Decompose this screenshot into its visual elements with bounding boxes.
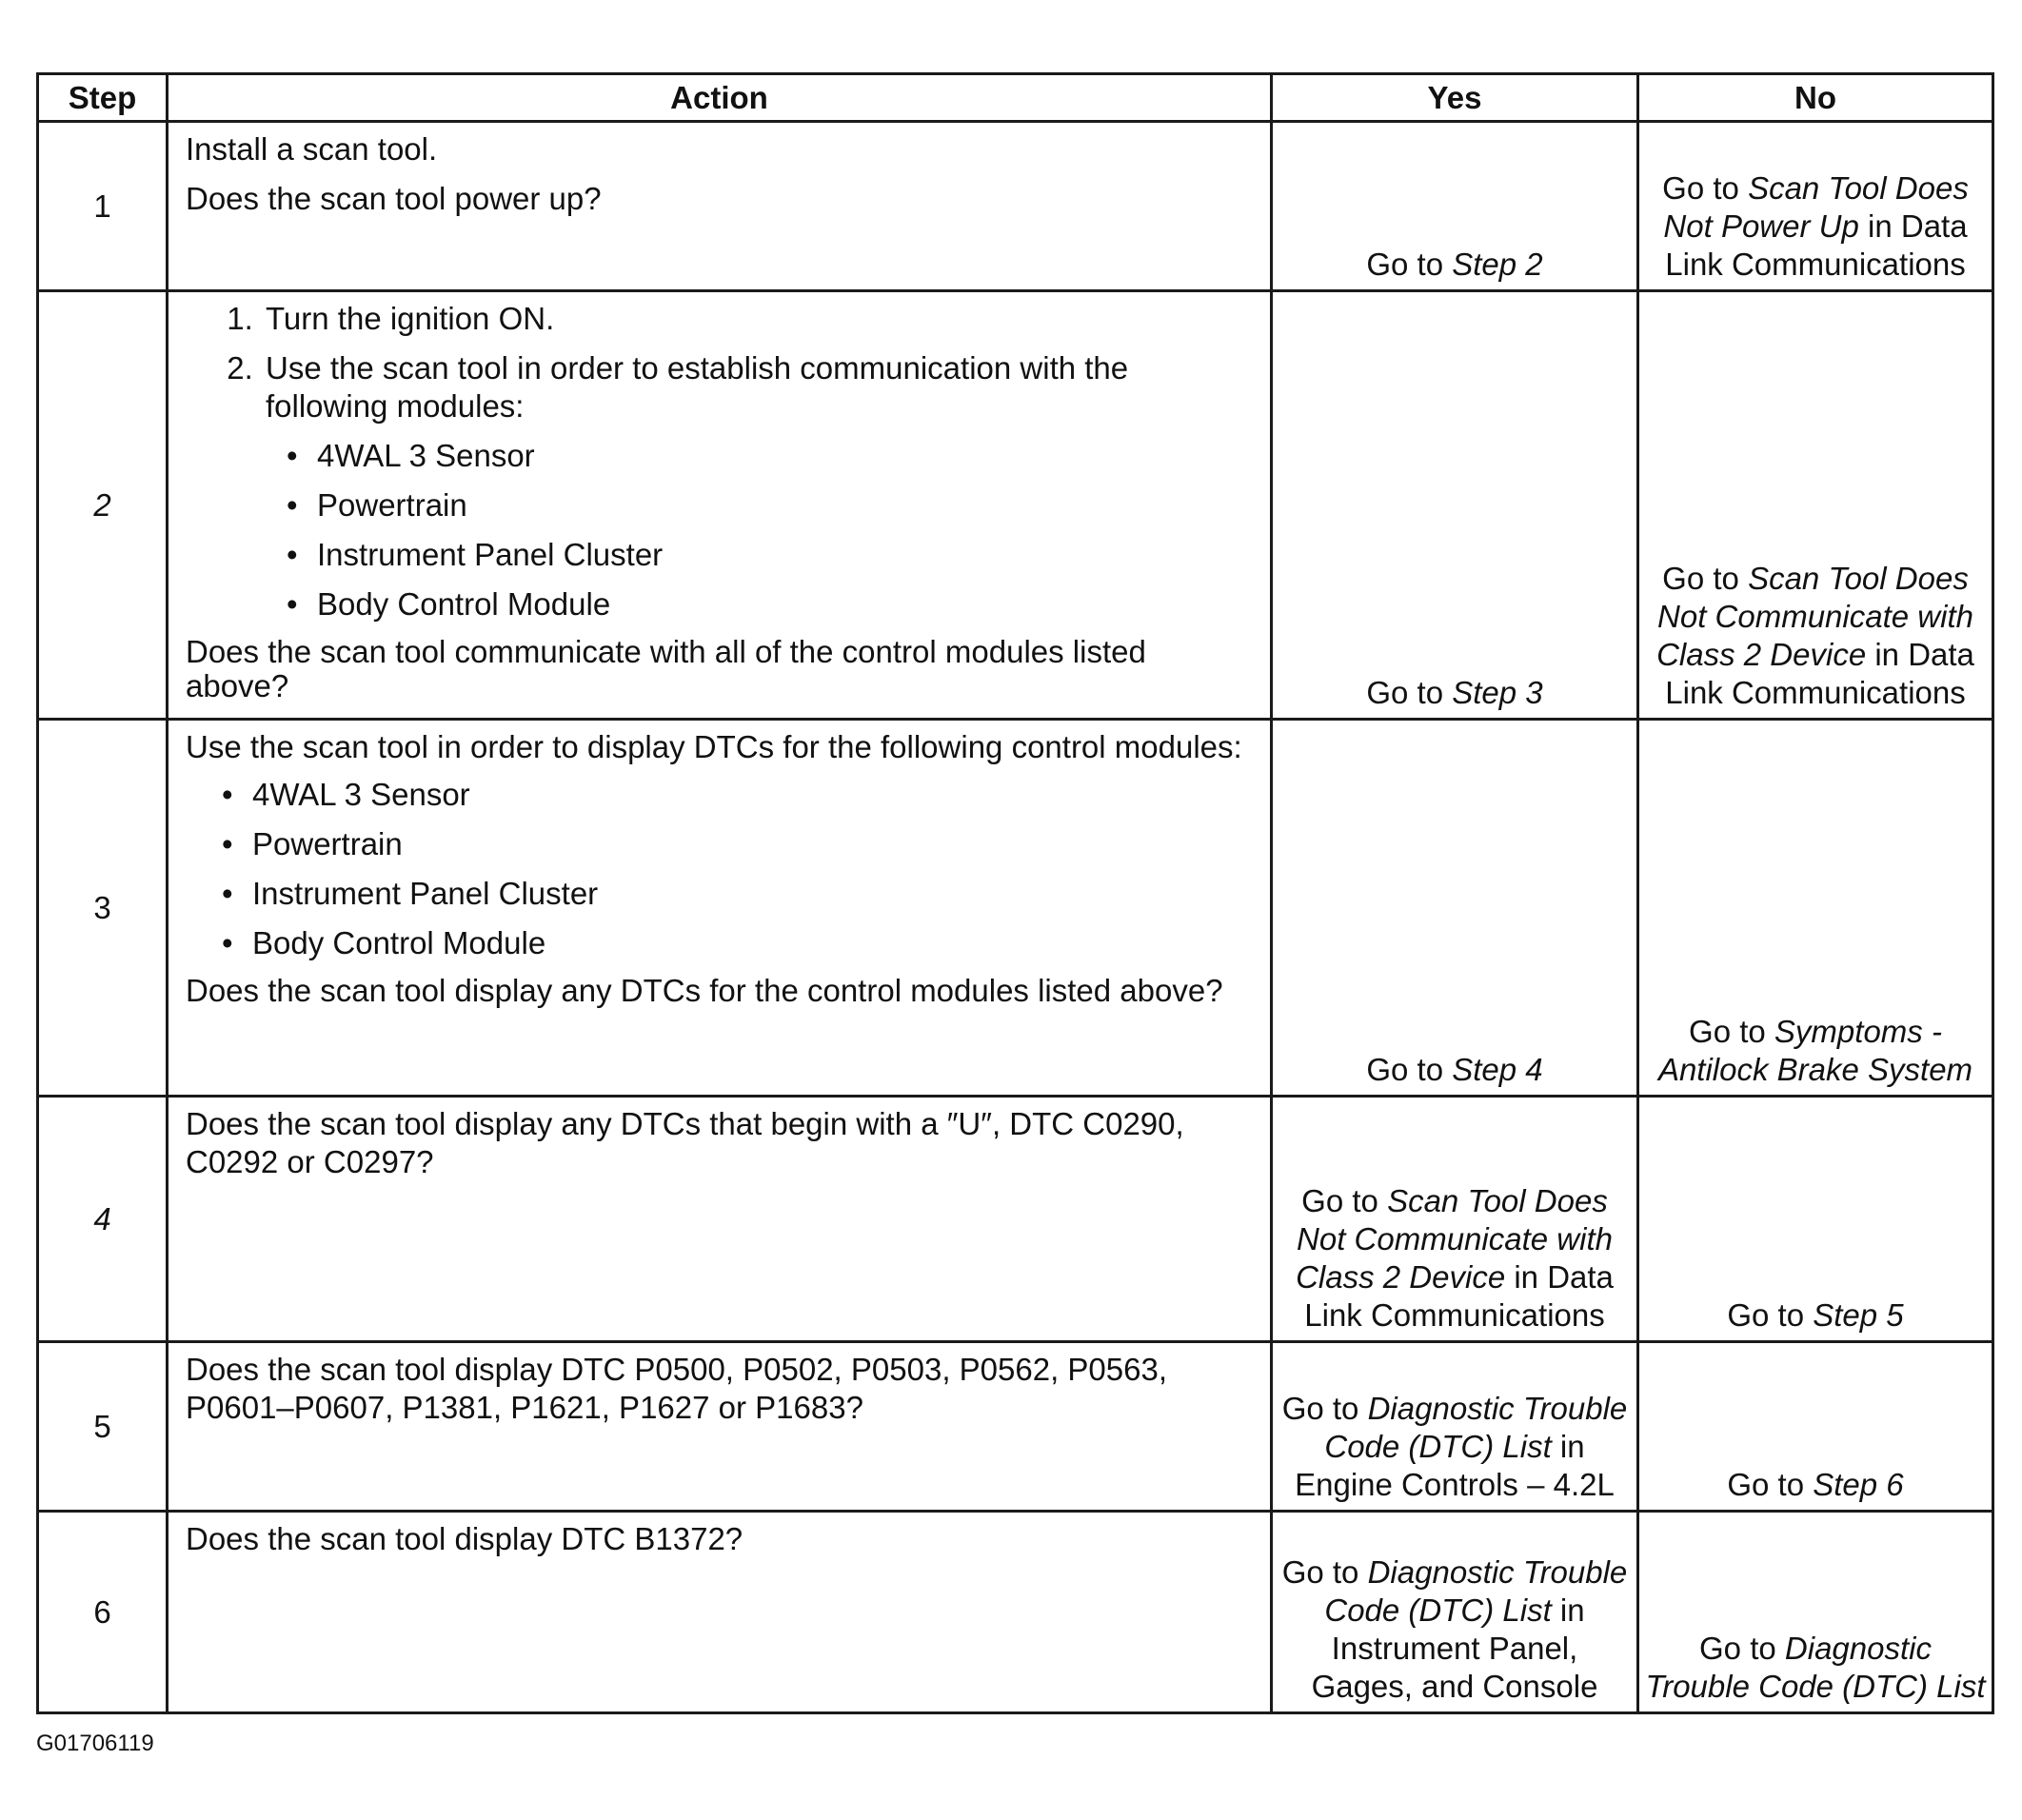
no-text-suffix: in Data Link Communications [1665, 637, 1974, 710]
yes-cell [1272, 291, 1638, 720]
step-number: 5 [38, 1342, 168, 1512]
action-question: Does the scan tool power up? [186, 181, 602, 216]
no-text: Go to [1662, 561, 1749, 596]
action-cell [168, 1342, 1272, 1512]
yes-text: Go to [1366, 247, 1453, 282]
step-number: 2 [38, 291, 168, 720]
yes-text-suffix: in Data Link Communications [1304, 1259, 1614, 1333]
step-number: 4 [38, 1097, 168, 1342]
no-reference: Step 6 [1813, 1467, 1904, 1502]
table-row [38, 1342, 1993, 1512]
action-question: Does the scan tool display DTC B1372? [186, 1521, 743, 1556]
bullet-item: • Body Control Module [252, 924, 1257, 962]
action-cell [168, 720, 1272, 1097]
yes-reference: Diagnostic Trouble Code (DTC) List [1324, 1391, 1628, 1464]
yes-cell [1272, 1097, 1638, 1342]
no-cell [1638, 291, 1993, 720]
table-row [38, 720, 1993, 1097]
no-cell [1638, 122, 1993, 291]
action-text: Use the scan tool in order to display DTCs for the following control modules: [186, 729, 1242, 764]
action-cell [168, 122, 1272, 291]
no-text: Go to [1727, 1297, 1814, 1333]
yes-text: Go to [1366, 1052, 1453, 1087]
bullet-list [186, 776, 1257, 962]
yes-reference: Diagnostic Trouble Code (DTC) List [1324, 1554, 1628, 1628]
no-reference: Symptoms - Antilock Brake System [1657, 1014, 1973, 1087]
step-number: 3 [38, 720, 168, 1097]
no-reference: Diagnostic Trouble Code (DTC) List [1645, 1631, 1986, 1704]
figure-id: G01706119 [36, 1731, 154, 1756]
bullet-item: • Powertrain [317, 486, 1257, 524]
yes-cell [1272, 1512, 1638, 1713]
yes-reference: Step 4 [1452, 1052, 1543, 1087]
action-cell [168, 291, 1272, 720]
action-cell [168, 1097, 1272, 1342]
yes-text: Go to [1281, 1391, 1368, 1426]
yes-reference: Scan Tool Does Not Communicate with Class 2 Device [1296, 1183, 1613, 1295]
list-item [262, 349, 1257, 623]
numbered-list [186, 300, 1257, 623]
header-step: Step [38, 74, 168, 122]
list-item: 1. Turn the ignition ON. [262, 300, 1257, 338]
action-question: Does the scan tool display any DTCs that begin with a ″U″, DTC C0290, C0292 or C0297? [186, 1106, 1184, 1179]
no-text-suffix: in Data Link Communications [1665, 208, 1968, 282]
yes-cell [1272, 122, 1638, 291]
yes-cell [1272, 720, 1638, 1097]
action-question: Does the scan tool communicate with all of the control modules listed above? [186, 634, 1146, 703]
step-number: 1 [38, 122, 168, 291]
yes-cell [1272, 1342, 1638, 1512]
yes-text-suffix: in Instrument Panel, Gages, and Console [1311, 1592, 1598, 1704]
step-number: 6 [38, 1512, 168, 1713]
action-text: Install a scan tool. [186, 131, 438, 167]
action-question: Does the scan tool display DTC P0500, P0502, P0503, P0562, P0563, P0601–P0607, P1381, P1621, P1627 or P1683? [186, 1352, 1168, 1425]
list-item-text: Use the scan tool in order to establish communication with the following modules: [266, 350, 1129, 424]
bullet-list [266, 437, 1257, 623]
no-cell [1638, 1512, 1993, 1713]
bullet-item: • Instrument Panel Cluster [317, 536, 1257, 574]
yes-text-suffix: in Engine Controls – 4.2L [1295, 1429, 1615, 1502]
action-question: Does the scan tool display any DTCs for the control modules listed above? [186, 973, 1223, 1008]
bullet-item: • Powertrain [252, 825, 1257, 863]
no-text: Go to [1727, 1467, 1814, 1502]
no-cell [1638, 720, 1993, 1097]
yes-text: Go to [1281, 1554, 1368, 1590]
no-cell [1638, 1097, 1993, 1342]
header-yes: Yes [1272, 74, 1638, 122]
table-row [38, 1097, 1993, 1342]
bullet-item: • 4WAL 3 Sensor [252, 776, 1257, 814]
header-row [38, 74, 1993, 122]
no-text: Go to [1662, 170, 1749, 206]
bullet-item: • 4WAL 3 Sensor [317, 437, 1257, 475]
header-no: No [1638, 74, 1993, 122]
yes-text: Go to [1301, 1183, 1388, 1218]
yes-reference: Step 3 [1452, 675, 1543, 710]
table-row [38, 122, 1993, 291]
action-cell [168, 1512, 1272, 1713]
no-cell [1638, 1342, 1993, 1512]
yes-text: Go to [1366, 675, 1453, 710]
no-reference: Scan Tool Does Not Communicate with Class 2 Device [1656, 561, 1973, 672]
table-row [38, 1512, 1993, 1713]
no-reference: Scan Tool Does Not Power Up [1663, 170, 1969, 244]
diagnostic-table [36, 72, 1994, 1714]
no-text: Go to [1699, 1631, 1785, 1666]
no-reference: Step 5 [1813, 1297, 1904, 1333]
header-action: Action [168, 74, 1272, 122]
bullet-item: • Body Control Module [317, 585, 1257, 623]
no-text: Go to [1689, 1014, 1774, 1049]
yes-reference: Step 2 [1452, 247, 1543, 282]
table-row [38, 291, 1993, 720]
bullet-item: • Instrument Panel Cluster [252, 875, 1257, 913]
